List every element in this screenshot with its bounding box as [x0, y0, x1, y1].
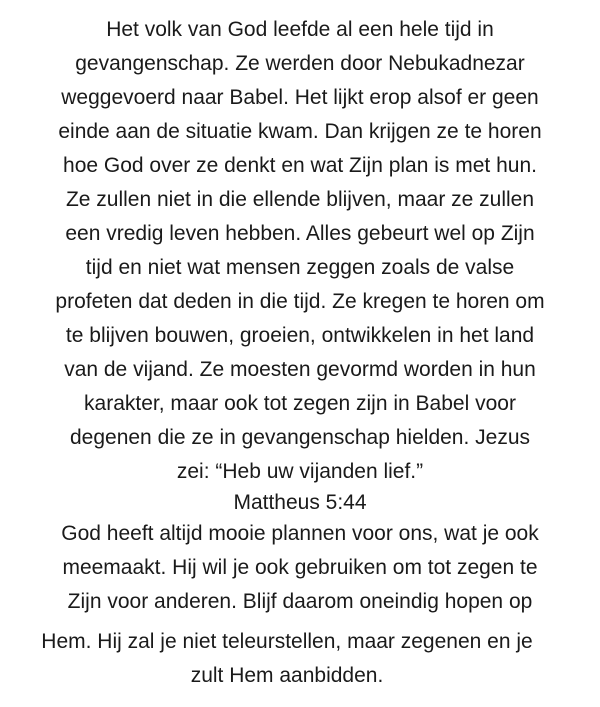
bible-reference: Mattheus 5:44 — [233, 491, 367, 514]
text-line: Het volk van God leefde al een hele tijd in — [106, 18, 494, 41]
text-line: een vredig leven hebben. Alles gebeurt wel op Zijn — [65, 222, 535, 245]
text-line: degenen die ze in gevangenschap hielden. Jezus — [69, 426, 531, 449]
text-line: Zijn voor anderen. Blijf daarom oneindig hopen op — [67, 590, 533, 613]
text-line: hoe God over ze denkt en wat Zijn plan is met hun. — [63, 154, 537, 177]
text-line: van de vijand. Ze moesten gevormd worden in hun — [64, 358, 536, 381]
text-line: einde aan de situatie kwam. Dan krijgen ze te horen — [58, 120, 542, 143]
text-line: profeten dat deden in die tijd. Ze kregen te horen om — [55, 290, 545, 313]
text-line: Hem. Hij zal je niet teleurstellen, maar zegenen en je — [41, 630, 533, 653]
text-line: zei: “Heb uw vijanden lief.” — [176, 460, 424, 483]
text-line: God heeft altijd mooie plannen voor ons, wat je ook — [61, 522, 539, 545]
text-line: gevangenschap. Ze werden door Nebukadnezar — [75, 52, 525, 75]
text-line: zult Hem aanbidden. — [190, 664, 384, 687]
text-line: karakter, maar ook tot zegen zijn in Babel voor — [84, 392, 516, 415]
text-line: tijd en niet wat mensen zeggen zoals de valse — [85, 256, 515, 279]
text-line: weggevoerd naar Babel. Het lijkt erop alsof er geen — [61, 86, 539, 109]
text-line: meemaakt. Hij wil je ook gebruiken om tot zegen te — [62, 556, 538, 579]
text-line: te blijven bouwen, groeien, ontwikkelen in het land — [65, 324, 535, 347]
text-line: Ze zullen niet in die ellende blijven, maar ze zullen — [65, 188, 535, 211]
